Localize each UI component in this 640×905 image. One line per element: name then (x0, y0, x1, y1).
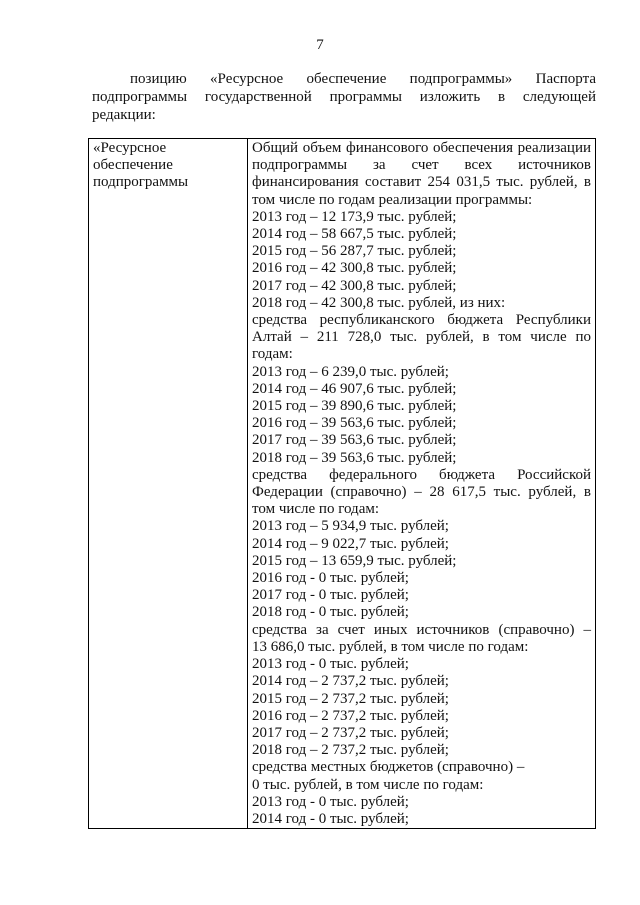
content-line: 2014 год – 58 667,5 тыс. рублей; (252, 226, 457, 243)
content-line: Федерации (справочно) – 28 617,5 тыс. рублей, в (252, 484, 591, 501)
content-line: 13 686,0 тыс. рублей, в том числе по годам: (252, 638, 529, 655)
content-line: 2014 год – 9 022,7 тыс. рублей; (252, 535, 449, 552)
content-line: 0 тыс. рублей, в том числе по годам: (252, 776, 484, 793)
intro-line: подпрограммы государственной программы изложить в следующей (92, 89, 596, 105)
content-line: 2017 год – 39 563,6 тыс. рублей; (252, 432, 457, 449)
content-line: 2017 год - 0 тыс. рублей; (252, 587, 409, 604)
page-number: 7 (316, 37, 324, 53)
content-line: 2018 год – 42 300,8 тыс. рублей, из них: (252, 294, 506, 311)
content-line: 2018 год - 0 тыс. рублей; (252, 604, 409, 621)
content-line: 2016 год – 42 300,8 тыс. рублей; (252, 260, 457, 277)
content-line: средства федерального бюджета Российской (252, 466, 591, 483)
content-line: 2016 год - 0 тыс. рублей; (252, 570, 409, 587)
content-line: Алтай – 211 728,0 тыс. рублей, в том числе по (252, 329, 591, 346)
content-line: годам: (252, 346, 293, 363)
table-row (89, 139, 596, 829)
label-line: обеспечение (93, 157, 173, 173)
label-line: «Ресурсное (93, 140, 167, 156)
content-line: 2014 год – 46 907,6 тыс. рублей; (252, 380, 457, 397)
content-line: 2014 год - 0 тыс. рублей; (252, 810, 409, 827)
content-line: 2015 год – 13 659,9 тыс. рублей; (252, 552, 457, 569)
label-cell (89, 139, 248, 829)
resource-table (88, 138, 596, 829)
content-line: том числе по годам реализации программы: (252, 191, 533, 208)
content-line: 2017 год – 2 737,2 тыс. рублей; (252, 724, 449, 741)
intro-paragraph (92, 70, 596, 124)
content-line: 2017 год – 42 300,8 тыс. рублей; (252, 277, 457, 294)
content-line: Общий объем финансового обеспечения реализации (252, 140, 591, 156)
content-line: финансирования составит 254 031,5 тыс. рублей, в (252, 174, 591, 191)
content-line: 2014 год – 2 737,2 тыс. рублей; (252, 673, 449, 690)
content-cell (248, 139, 596, 829)
content-line: средства республиканского бюджета Республики (252, 312, 591, 329)
intro-line: позицию «Ресурсное обеспечение подпрограммы» Паспорта (130, 71, 596, 87)
content-line: 2015 год – 56 287,7 тыс. рублей; (252, 243, 457, 260)
content-line: 2016 год – 2 737,2 тыс. рублей; (252, 707, 449, 724)
content-line: 2013 год – 5 934,9 тыс. рублей; (252, 518, 449, 535)
intro-line: редакции: (92, 107, 156, 123)
content-line: средства за счет иных источников (справочно) – (252, 621, 591, 638)
content-line: 2016 год – 39 563,6 тыс. рублей; (252, 415, 457, 432)
content-line: 2015 год – 39 890,6 тыс. рублей; (252, 398, 457, 415)
content-line: 2013 год - 0 тыс. рублей; (252, 793, 409, 810)
content-line: том числе по годам: (252, 501, 380, 518)
content-line: 2015 год – 2 737,2 тыс. рублей; (252, 690, 449, 707)
content-line: 2018 год – 2 737,2 тыс. рублей; (252, 742, 449, 759)
label-line: подпрограммы (93, 174, 189, 190)
content-line: подпрограммы за счет всех источников (252, 157, 591, 174)
content-line: 2013 год – 12 173,9 тыс. рублей; (252, 208, 457, 225)
content-line: 2013 год – 6 239,0 тыс. рублей; (252, 363, 449, 380)
content-line: 2013 год - 0 тыс. рублей; (252, 656, 409, 673)
content-line: 2018 год – 39 563,6 тыс. рублей; (252, 449, 457, 466)
content-line: средства местных бюджетов (справочно) – (252, 759, 525, 776)
